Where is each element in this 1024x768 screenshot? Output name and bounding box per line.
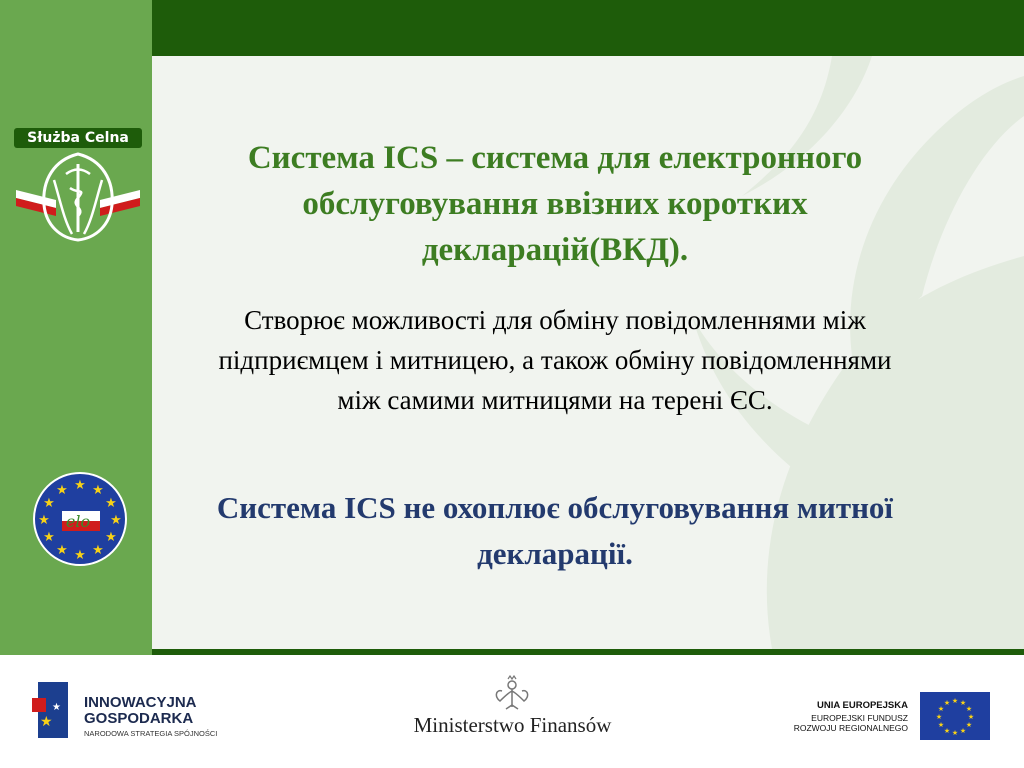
svg-text:★: ★ — [56, 483, 68, 498]
svg-text:★: ★ — [943, 699, 951, 707]
svg-text:★: ★ — [92, 543, 104, 558]
gospodarka-text: GOSPODARKA — [84, 710, 194, 727]
svg-text:★: ★ — [959, 727, 967, 735]
slide-title: Система ICS – система для електронного обслуговування ввізних коротких декларацій(ВКД). — [247, 140, 863, 268]
customs-emblem-icon — [14, 150, 142, 242]
sluzba-celna-logo-text: Służba Celna — [14, 128, 142, 148]
svg-text:★: ★ — [105, 496, 117, 511]
svg-text:★: ★ — [110, 513, 122, 528]
svg-text:★: ★ — [43, 496, 55, 511]
rozwoju-regionalnego-text: ROZWOJU REGIONALNEGO — [793, 723, 908, 733]
svg-text:★: ★ — [43, 530, 55, 545]
slide-body-text: Створює можливості для обміну повідомленнями між підприємцем і митницею, а також обміну повідомленнями між самими митницями на терені ЄС. — [218, 305, 892, 415]
svg-text:★: ★ — [937, 705, 945, 713]
slide-note: Система ICS не охоплює обслуговування митної декларації. — [216, 490, 894, 571]
svg-text:★: ★ — [943, 727, 951, 735]
polish-eagle-icon — [490, 675, 534, 715]
svg-text:elo: elo — [65, 512, 91, 531]
svg-text:★: ★ — [92, 483, 104, 498]
svg-text:★: ★ — [951, 697, 959, 705]
eu-stars-badge-icon — [32, 471, 128, 567]
ministerstwo-finansow-text: Ministerstwo Finansów — [413, 713, 612, 737]
svg-text:★: ★ — [40, 714, 53, 730]
innowacyjna-gospodarka-logo-icon — [30, 680, 80, 740]
svg-text:★: ★ — [965, 721, 973, 729]
eu-flag-icon — [920, 692, 990, 740]
svg-text:★: ★ — [52, 702, 61, 713]
svg-text:★: ★ — [965, 705, 973, 713]
svg-text:★: ★ — [74, 548, 86, 563]
innowacyjna-text: INNOWACYJNA — [84, 694, 197, 711]
svg-text:★: ★ — [959, 699, 967, 707]
svg-text:★: ★ — [74, 478, 86, 493]
svg-text:★: ★ — [38, 513, 50, 528]
svg-text:★: ★ — [951, 729, 959, 737]
europejski-fundusz-text: EUROPEJSKI FUNDUSZ — [811, 713, 908, 723]
narodowa-strategia-text: NARODOWA STRATEGIA SPÓJNOŚCI — [84, 729, 218, 738]
svg-text:★: ★ — [967, 713, 975, 721]
svg-text:★: ★ — [935, 713, 943, 721]
top-bar — [152, 0, 1024, 56]
unia-europejska-text: UNIA EUROPEJSKA — [817, 700, 908, 711]
svg-text:★: ★ — [56, 543, 68, 558]
svg-text:★: ★ — [937, 721, 945, 729]
svg-text:★: ★ — [105, 530, 117, 545]
